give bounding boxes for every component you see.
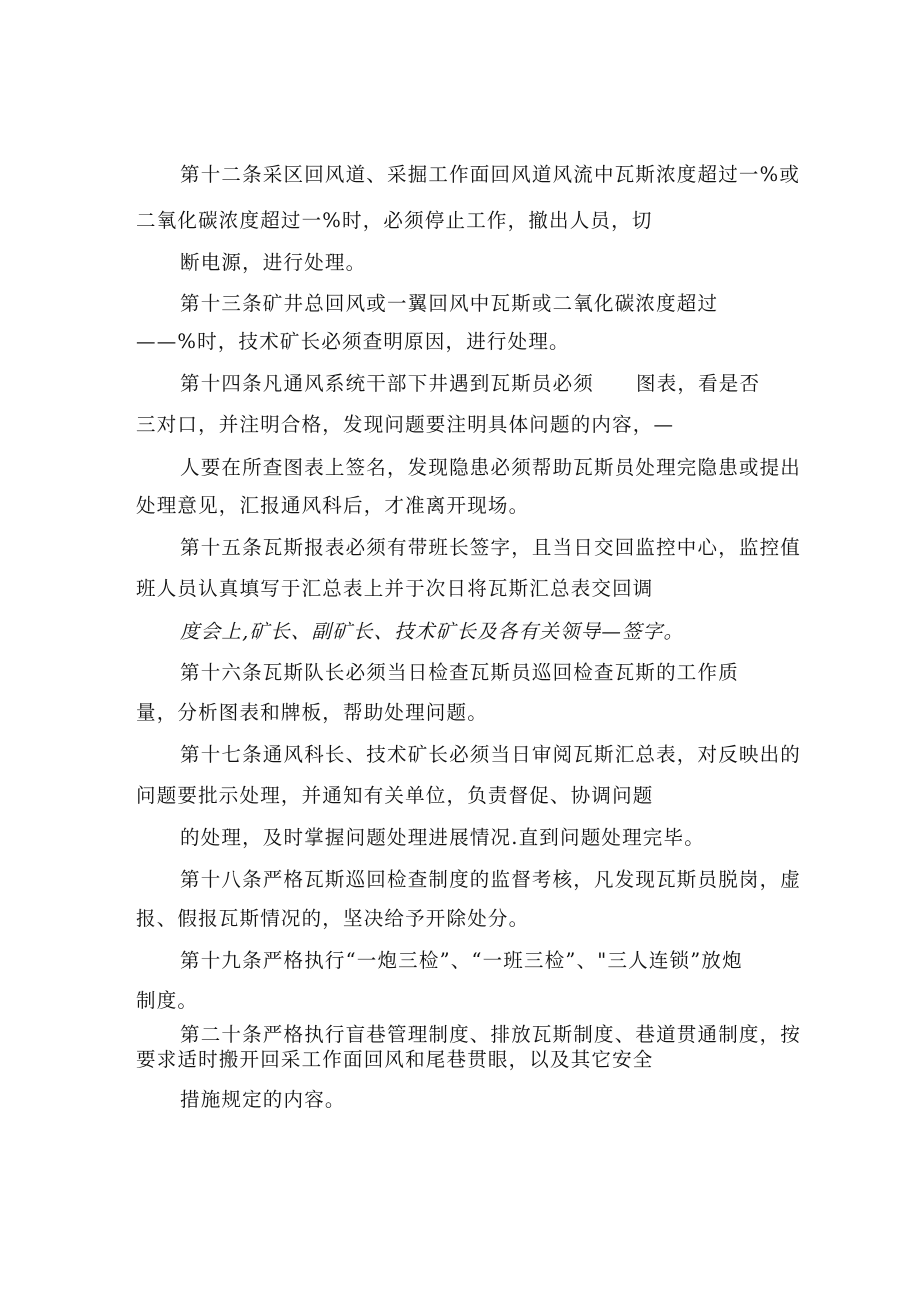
- text-line: 断电源，进行处理。: [180, 251, 367, 274]
- text-line: 报、假报瓦斯情况的，坚决给予开除处分。: [136, 907, 530, 930]
- text-line: 第十八条严格瓦斯巡回检查制度的监督考核，凡发现瓦斯员脱岗，虚: [180, 868, 802, 891]
- text-line: 二氧化碳浓度超过一%时，必须停止工作，撤出人员，切: [136, 209, 653, 232]
- text-line: 第十三条矿井总回风或一翼回风中瓦斯或二氧化碳浓度超过: [180, 292, 719, 315]
- text-line: 班人员认真填写于汇总表上并于次日将瓦斯汇总表交回调: [136, 577, 654, 600]
- text-line: 图表，看是否: [636, 372, 761, 395]
- text-line: 第十六条瓦斯队长必须当日检查瓦斯员巡回检查瓦斯的工作质: [180, 661, 739, 684]
- text-line: 人要在所查图表上签名，发现隐患必须帮助瓦斯员处理完隐患或提出: [180, 456, 802, 479]
- text-line: 要求适时搬开回采工作面回风和尾巷贯眼，以及其它安全: [136, 1048, 654, 1071]
- text-line: 第十二条采区回风道、采掘工作面回风道风流中瓦斯浓度超过一%或: [180, 163, 801, 186]
- text-line: 措施规定的内容。: [180, 1088, 346, 1111]
- text-line: ——%时，技术矿长必须查明原因，进行处理。: [136, 330, 570, 353]
- text-line: 度会上,矿长、副矿长、技术矿长及各有关领导—签字。: [180, 620, 685, 643]
- text-line: 第十九条严格执行“一炮三检”、“一班三检”、"三人连锁”放炮: [180, 949, 743, 972]
- text-line: 第十七条通风科长、技术矿长必须当日审阅瓦斯汇总表，对反映出的: [180, 743, 802, 766]
- text-line: 的处理，及时掌握问题处理进展情况.直到问题处理完毕。: [180, 826, 705, 849]
- text-line: 量，分析图表和牌板，帮助处理问题。: [136, 701, 488, 724]
- text-line: 第十四条凡通风系统干部下井遇到瓦斯员必须: [180, 372, 595, 395]
- text-line: 问题要批示处理，并通知有关单位，负责督促、协调问题: [136, 784, 654, 807]
- text-line: 三对口，并注明合格，发现问题要注明具体问题的内容，—: [136, 413, 675, 436]
- text-line: 处理意见，汇报通风科后，才准离开现场。: [136, 494, 530, 517]
- text-line: 第二十条严格执行盲巷管理制度、排放瓦斯制度、巷道贯通制度，按: [180, 1023, 802, 1046]
- text-line: 第十五条瓦斯报表必须有带班长签字，且当日交回监控中心，监控值: [180, 536, 802, 559]
- text-line: 制度。: [136, 989, 199, 1012]
